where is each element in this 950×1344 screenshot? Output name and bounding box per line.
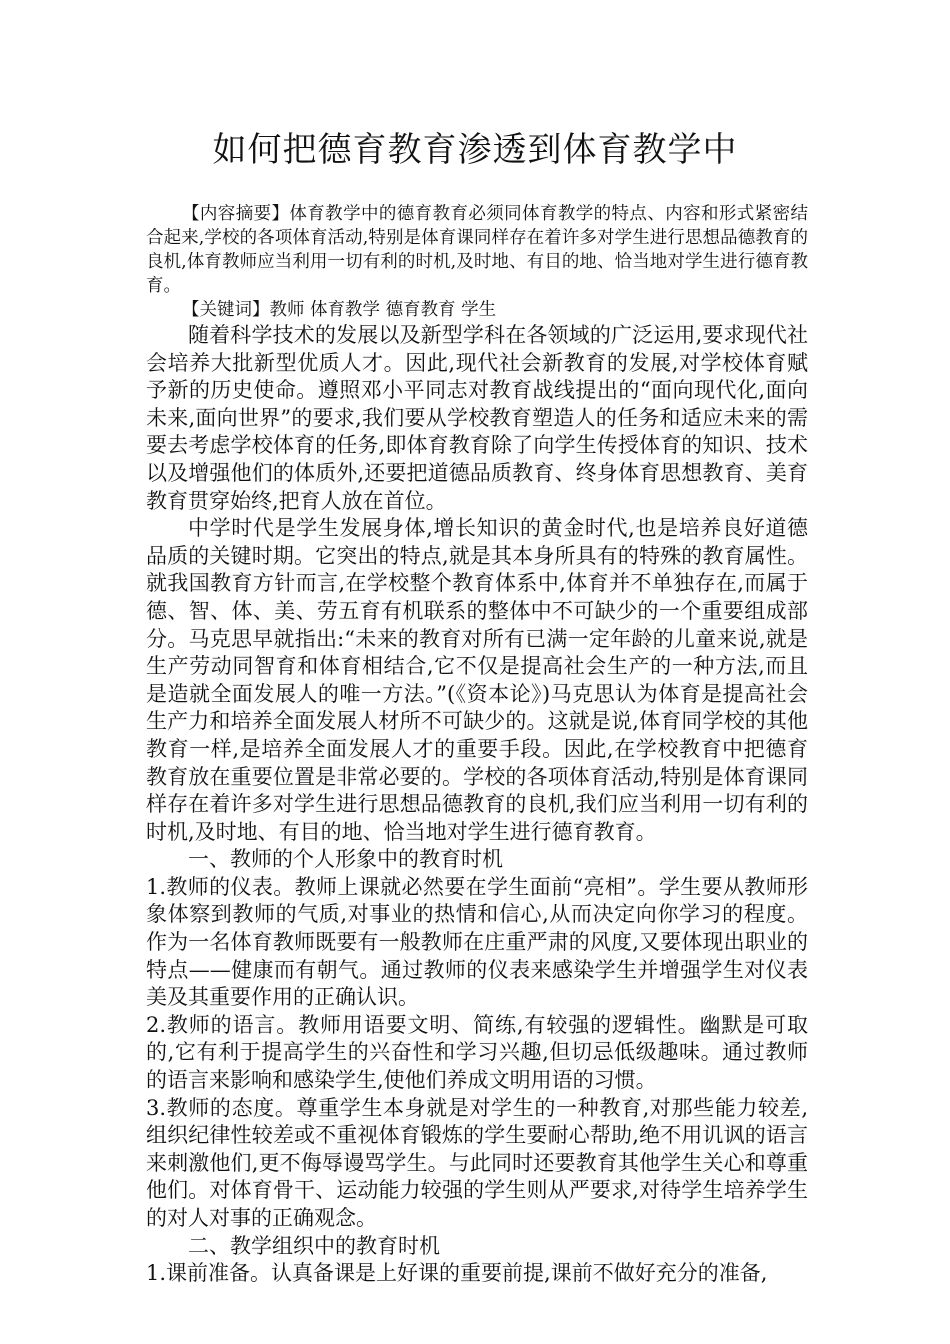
section-heading-1: 一、教师的个人形象中的教育时机 — [188, 847, 503, 872]
keywords-line: 【关键词】教师 体育教学 德育教育 学生 — [182, 300, 497, 320]
abstract-paragraph: 【内容摘要】体育教学中的德育教育必须同体育教学的特点、内容和形式紧密结合起来,学校的各项体育活动,特别是体育课同样存在着许多对学生进行思想品德教育的良机,体育教师应当利用一切有利的时机,及时地、有目的地、恰当地对学生进行德育教育。 — [146, 204, 808, 296]
body-paragraph-1: 随着科学技术的发展以及新型学科在各领域的广泛运用,要求现代社会培养大批新型优质人才。因此,现代社会新教育的发展,对学校体育赋予新的历史使命。遵照邓小平同志对教育战线提出的“面向现代化,面向未来,面向世界”的要求,我们要从学校教育塑造人的任务和适应未来的需要去考虑学校体育的任务,即体育教育除了向学生传授体育的知识、技术以及增强他们的体质外,还要把道德品质教育、终身体育思想教育、美育教育贯穿始终,把育人放在首位。 — [146, 323, 808, 513]
list-item-teacher-attitude: 3.教师的态度。尊重学生本身就是对学生的一种教育,对那些能力较差,组织纪律性较差或不重视体育锻炼的学生要耐心帮助,绝不用讥讽的语言来刺激他们,更不侮辱谩骂学生。与此同时还要教育其他学生关心和尊重他们。对体育骨干、运动能力较强的学生则从严要求,对待学生培养学生的对人对事的正确观念。 — [146, 1095, 808, 1230]
document-body — [146, 202, 808, 1288]
document-title: 如何把德育教育渗透到体育教学中 — [212, 130, 738, 170]
list-item-lesson-preparation: 1.课前准备。认真备课是上好课的重要前提,课前不做好充分的准备, — [146, 1261, 768, 1286]
list-item-teacher-appearance: 1.教师的仪表。教师上课就必然要在学生面前“亮相”。学生要从教师形象体察到教师的气质,对事业的热情和信心,从而决定向你学习的程度。作为一名体育教师既要有一般教师在庄重严肃的风度,又要体现出职业的特点——健康而有朝气。通过教师的仪表来感染学生并增强学生对仪表美及其重要作用的正确认识。 — [146, 874, 808, 1010]
list-item-teacher-language: 2.教师的语言。教师用语要文明、简练,有较强的逻辑性。幽默是可取的,它有利于提高学生的兴奋性和学习兴趣,但切忌低级趣味。通过教师的语言来影响和感染学生,使他们养成文明用语的习惯。 — [146, 1012, 808, 1093]
body-paragraph-2: 中学时代是学生发展身体,增长知识的黄金时代,也是培养良好道德品质的关键时期。它突出的特点,就是其本身所具有的特殊的教育属性。就我国教育方针而言,在学校整个教育体系中,体育并不单独存在,而属于德、智、体、美、劳五育有机联系的整体中不可缺少的一个重要组成部分。马克思早就指出:“未来的教育对所有已满一定年龄的儿童来说,就是生产劳动同智育和体育相结合,它不仅是提高社会生产的一种方法,而且是造就全面发展人的唯一方法。”(《资本论》)马克思认为体育是提高社会生产力和培养全面发展人材所不可缺少的。这就是说,体育同学校的其他教育一样,是培养全面发展人才的重要手段。因此,在学校教育中把德育教育放在重要位置是非常必要的。学校的各项体育活动,特别是体育课同样存在着许多对学生进行思想品德教育的良机,我们应当利用一切有利的时机,及时地、有目的地、恰当地对学生进行德育教育。 — [146, 516, 808, 844]
section-heading-2: 二、教学组织中的教育时机 — [188, 1233, 440, 1258]
